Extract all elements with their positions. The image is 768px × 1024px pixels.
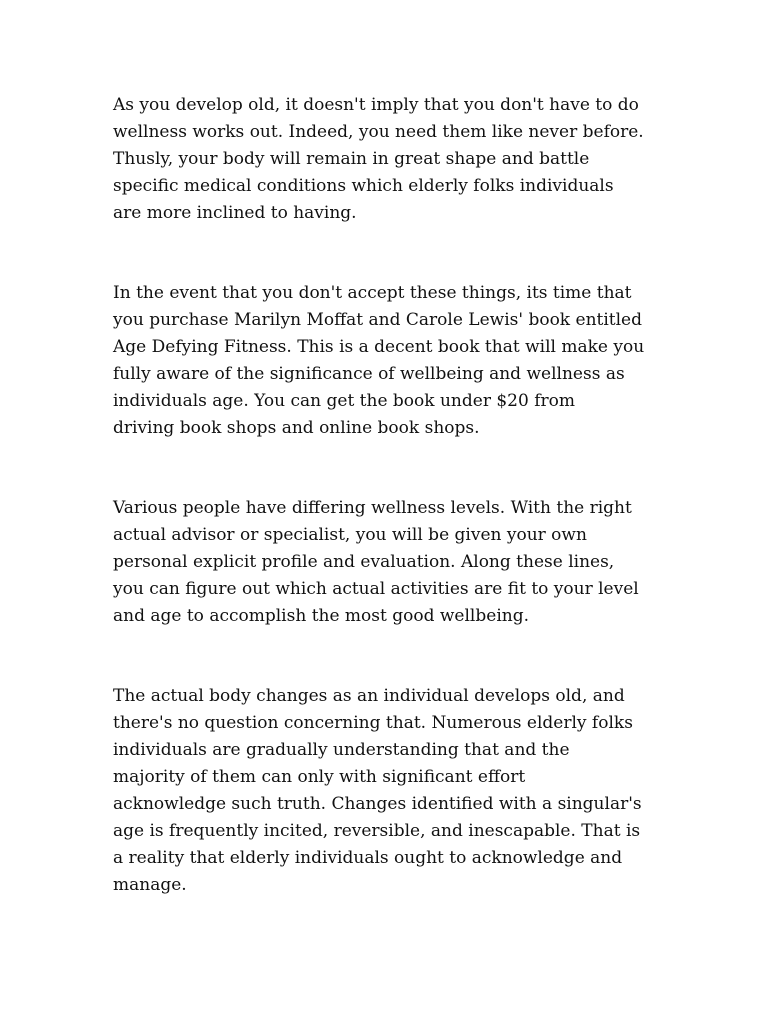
paragraph: Various people have differing wellness levels. With the right actual advisor or specialist, you will be given your own personal explicit profile and evaluation. Along these lines, you can figure out which actual activities are fit to your level and age to accomplish the most good wellbeing.: [113, 498, 639, 626]
paragraph: As you develop old, it doesn't imply that you don't have to do wellness works out. Indeed, you need them like never before. Thusly, your body will remain in great shape and battle specific medical conditions which elderly folks individuals are more inclined to having.: [113, 95, 644, 223]
paragraph: The actual body changes as an individual develops old, and there's no question concerning that. Numerous elderly folks individuals are gradually understanding that and the majority of them can only with significant effort acknowledge such truth. Changes identified with a singular's age is frequently incited, reversible, and inescapable. That is a reality that elderly individuals ought to acknowledge and manage.: [113, 686, 642, 895]
paragraph: In the event that you don't accept these things, its time that you purchase Marilyn Moffat and Carole Lewis' book entitled Age Defying Fitness. This is a decent book that will make you fully aware of the significance of wellbeing and wellness as individuals age. You can get the book under $20 from driving book shops and online book shops.: [113, 283, 645, 438]
